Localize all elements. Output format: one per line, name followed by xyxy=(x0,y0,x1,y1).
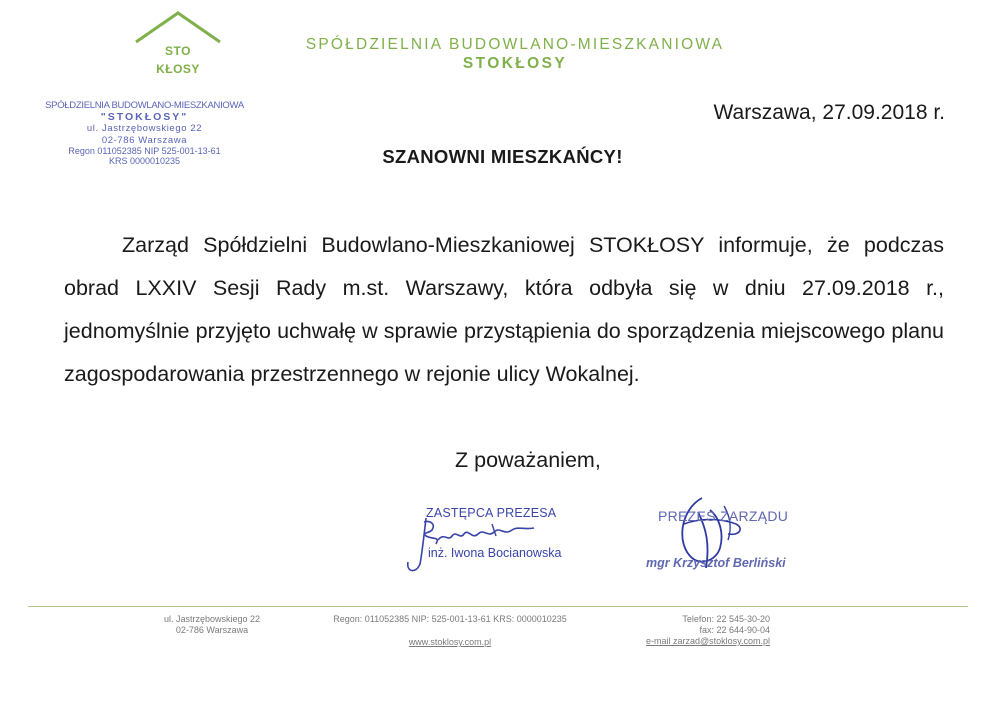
footer-email-link[interactable]: e-mail zarzad@stoklosy.com.pl xyxy=(645,636,770,646)
footer-divider xyxy=(28,606,968,607)
letter-greeting: SZANOWNI MIESZKAŃCY! xyxy=(382,146,623,167)
stamp-line-city: 02-786 Warszawa xyxy=(101,134,188,146)
footer-address-street: ul. Jastrzębowskiego 22 xyxy=(163,614,261,624)
footer-address-city: 02-786 Warszawa xyxy=(175,625,249,635)
letter-body xyxy=(64,224,944,396)
president-title: PREZES ZARZĄDU xyxy=(658,508,789,524)
footer-registry-block xyxy=(300,614,600,648)
letter-body-paragraph: Zarząd Spółdzielni Budowlano-Mieszkaniowej STOKŁOSY informuje, że podczas obrad LXXIV Sesji Rady m.st. Warszawy, która odbyła się w dniu 27.09.2018 r., jednomyślnie przyjęto uchwałę w sprawie przystąpienia do sporządzenia miejscowego planu zagospodarowania przestrzennego w rejonie ulicy Wokalnej. xyxy=(64,233,944,386)
footer-contact xyxy=(600,614,770,647)
deputy-name: inż. Iwona Bocianowska xyxy=(428,546,562,560)
stamp-line-krs: KRS 0000010235 xyxy=(108,155,181,166)
stamp-line-street: ul. Jastrzębowskiego 22 xyxy=(86,123,203,134)
footer-fax: fax: 22 644-90-04 xyxy=(699,625,770,635)
stamp-line-short: "STOKŁOSY" xyxy=(100,110,189,123)
letter-closing: Z poważaniem, xyxy=(455,448,601,472)
deputy-title: ZASTĘPCA PREZESA xyxy=(426,506,557,520)
footer-registry: Regon: 011052385 NIP: 525-001-13-61 KRS: 0000010235 xyxy=(333,614,567,624)
roof-icon xyxy=(128,8,228,48)
footer-address xyxy=(152,614,272,636)
stamp-line-name: SPÓŁDZIELNIA BUDOWLANO-MIESZKANIOWA xyxy=(45,100,244,111)
footer-website-link[interactable]: www.stoklosy.com.pl xyxy=(408,637,492,647)
organization-short-name: STOKŁOSY xyxy=(462,55,568,72)
company-stamp xyxy=(42,100,247,176)
stamp-line-registry: Regon 011052385 NIP 525-001-13-61 xyxy=(68,146,221,156)
organization-name: SPÓŁDZIELNIA BUDOWLANO-MIESZKANIOWA xyxy=(305,36,725,53)
logo-text-top: STO xyxy=(165,44,191,58)
cooperative-logo xyxy=(128,8,228,78)
president-name: mgr Krzysztof Berliński xyxy=(646,556,786,570)
letter-date: Warszawa, 27.09.2018 r. xyxy=(713,101,945,124)
logo-text-bottom: KŁOSY xyxy=(156,62,200,76)
footer-phone: Telefon: 22 545-30-20 xyxy=(682,614,770,624)
